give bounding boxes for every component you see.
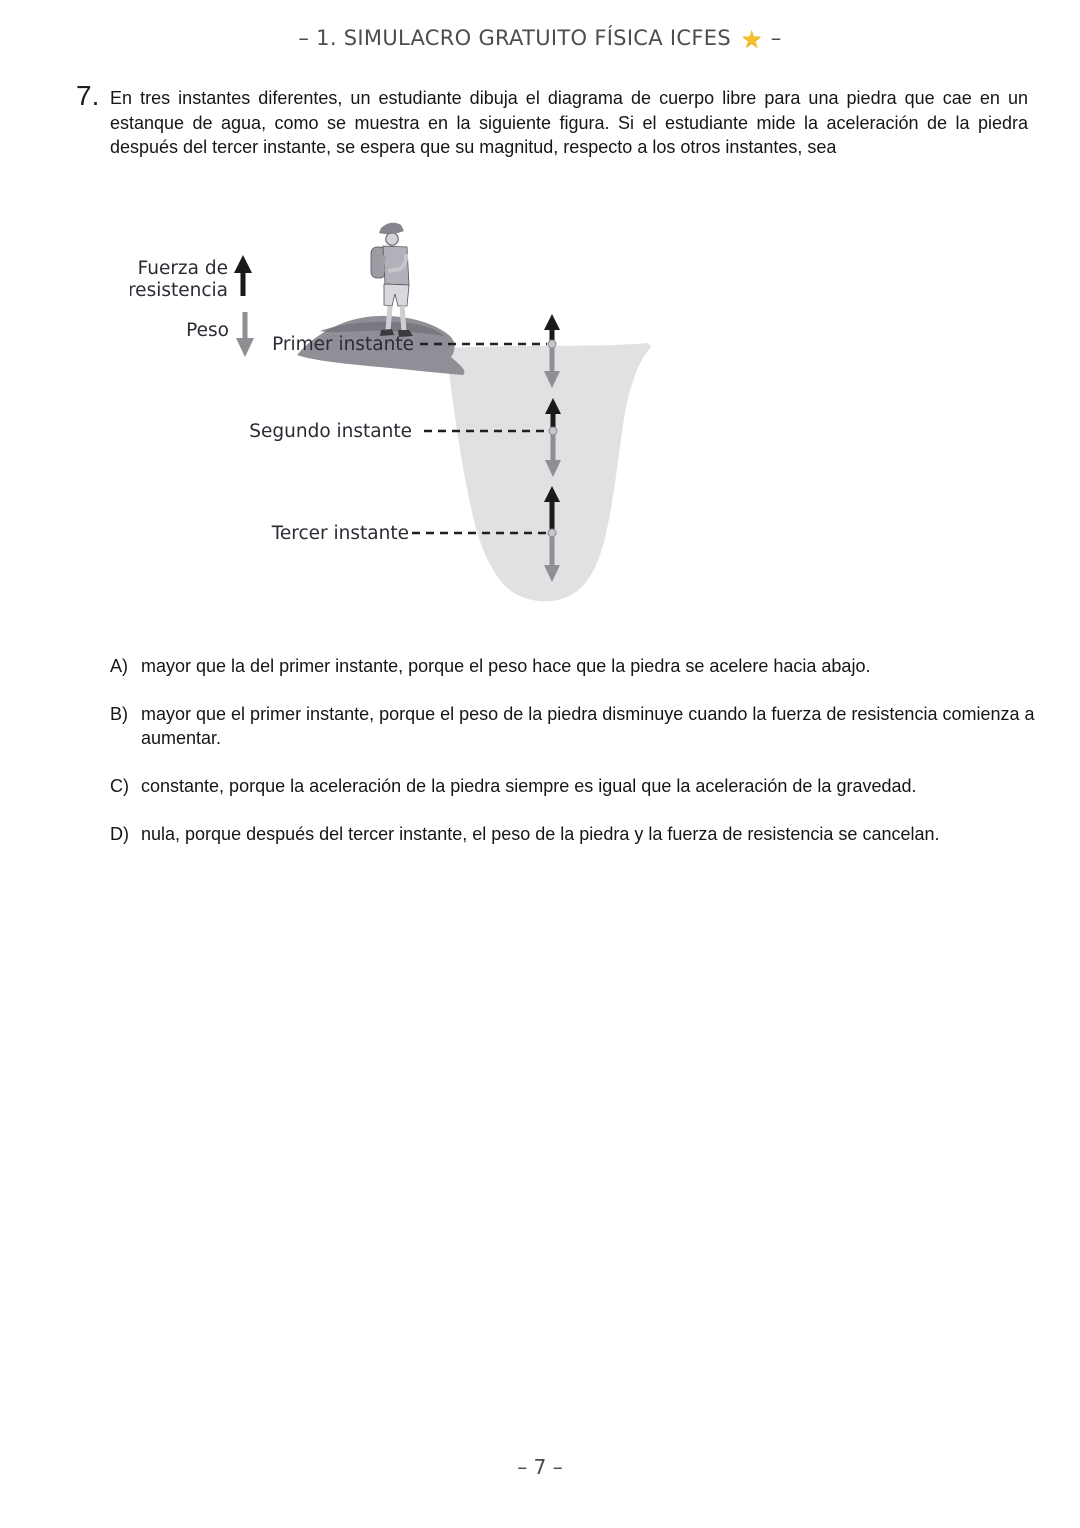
header-title: – 1. SIMULACRO GRATUITO FÍSICA ICFES xyxy=(298,26,731,50)
label-segundo-instante: Segundo instante xyxy=(249,421,412,442)
option-b-text: mayor que el primer instante, porque el peso de la piedra disminuye cuando la fuerza de resistencia comienza a aumentar. xyxy=(141,704,1035,748)
question-text: En tres instantes diferentes, un estudiante dibuja el diagrama de cuerpo libre para una piedra que cae en un estanque de agua, como se muestra en la siguiente figura. Si el estudiante mide la aceleración de la piedra después del tercer instante, se espera que su magnitud, respecto a los otros instantes, sea xyxy=(110,88,1028,157)
header-suffix: – xyxy=(770,26,782,50)
hiker-hat xyxy=(379,223,404,235)
legend-weight-label: Peso xyxy=(186,320,229,341)
instant2-point xyxy=(549,427,557,435)
legend-resistance-line1: Fuerza de xyxy=(137,258,228,279)
page-header xyxy=(0,25,1080,53)
option-a-text: mayor que la del primer instante, porque el peso hace que la piedra se acelere hacia abajo. xyxy=(141,656,871,676)
option-c xyxy=(110,774,1035,798)
weight-down-arrow-icon xyxy=(236,312,254,357)
legend-resistance-line2: resistencia xyxy=(130,280,228,301)
question-number: 7. xyxy=(76,80,100,111)
answer-options xyxy=(110,654,1035,870)
hiker-right-leg xyxy=(402,306,404,331)
hiker-shorts xyxy=(384,284,409,306)
star-icon: ★ xyxy=(740,25,763,53)
option-a-letter: A) xyxy=(110,656,128,676)
instant1-point xyxy=(548,340,556,348)
option-d-text: nula, porque después del tercer instante, el peso de la piedra y la fuerza de resistencia se cancelan. xyxy=(141,824,940,844)
resistance-up-arrow-icon xyxy=(234,255,252,296)
page-number: – 7 – xyxy=(517,1455,563,1479)
figure-svg xyxy=(130,205,675,610)
label-primer-instante: Primer instante xyxy=(272,334,414,355)
free-body-diagram-figure xyxy=(130,205,675,610)
option-c-letter: C) xyxy=(110,776,129,796)
label-tercer-instante: Tercer instante xyxy=(271,523,409,544)
option-d xyxy=(110,822,1035,846)
option-d-letter: D) xyxy=(110,824,129,844)
option-c-text: constante, porque la aceleración de la piedra siempre es igual que la aceleración de la gravedad. xyxy=(141,776,917,796)
hiker-left-leg xyxy=(388,306,390,331)
option-b xyxy=(110,702,1035,750)
water-body xyxy=(446,343,651,601)
instant3-point xyxy=(548,529,556,537)
hiker-head xyxy=(386,233,398,245)
question-block xyxy=(76,80,1028,160)
option-b-letter: B) xyxy=(110,704,128,724)
instant1-resistance-arrow-icon xyxy=(544,314,560,343)
option-a xyxy=(110,654,1035,678)
